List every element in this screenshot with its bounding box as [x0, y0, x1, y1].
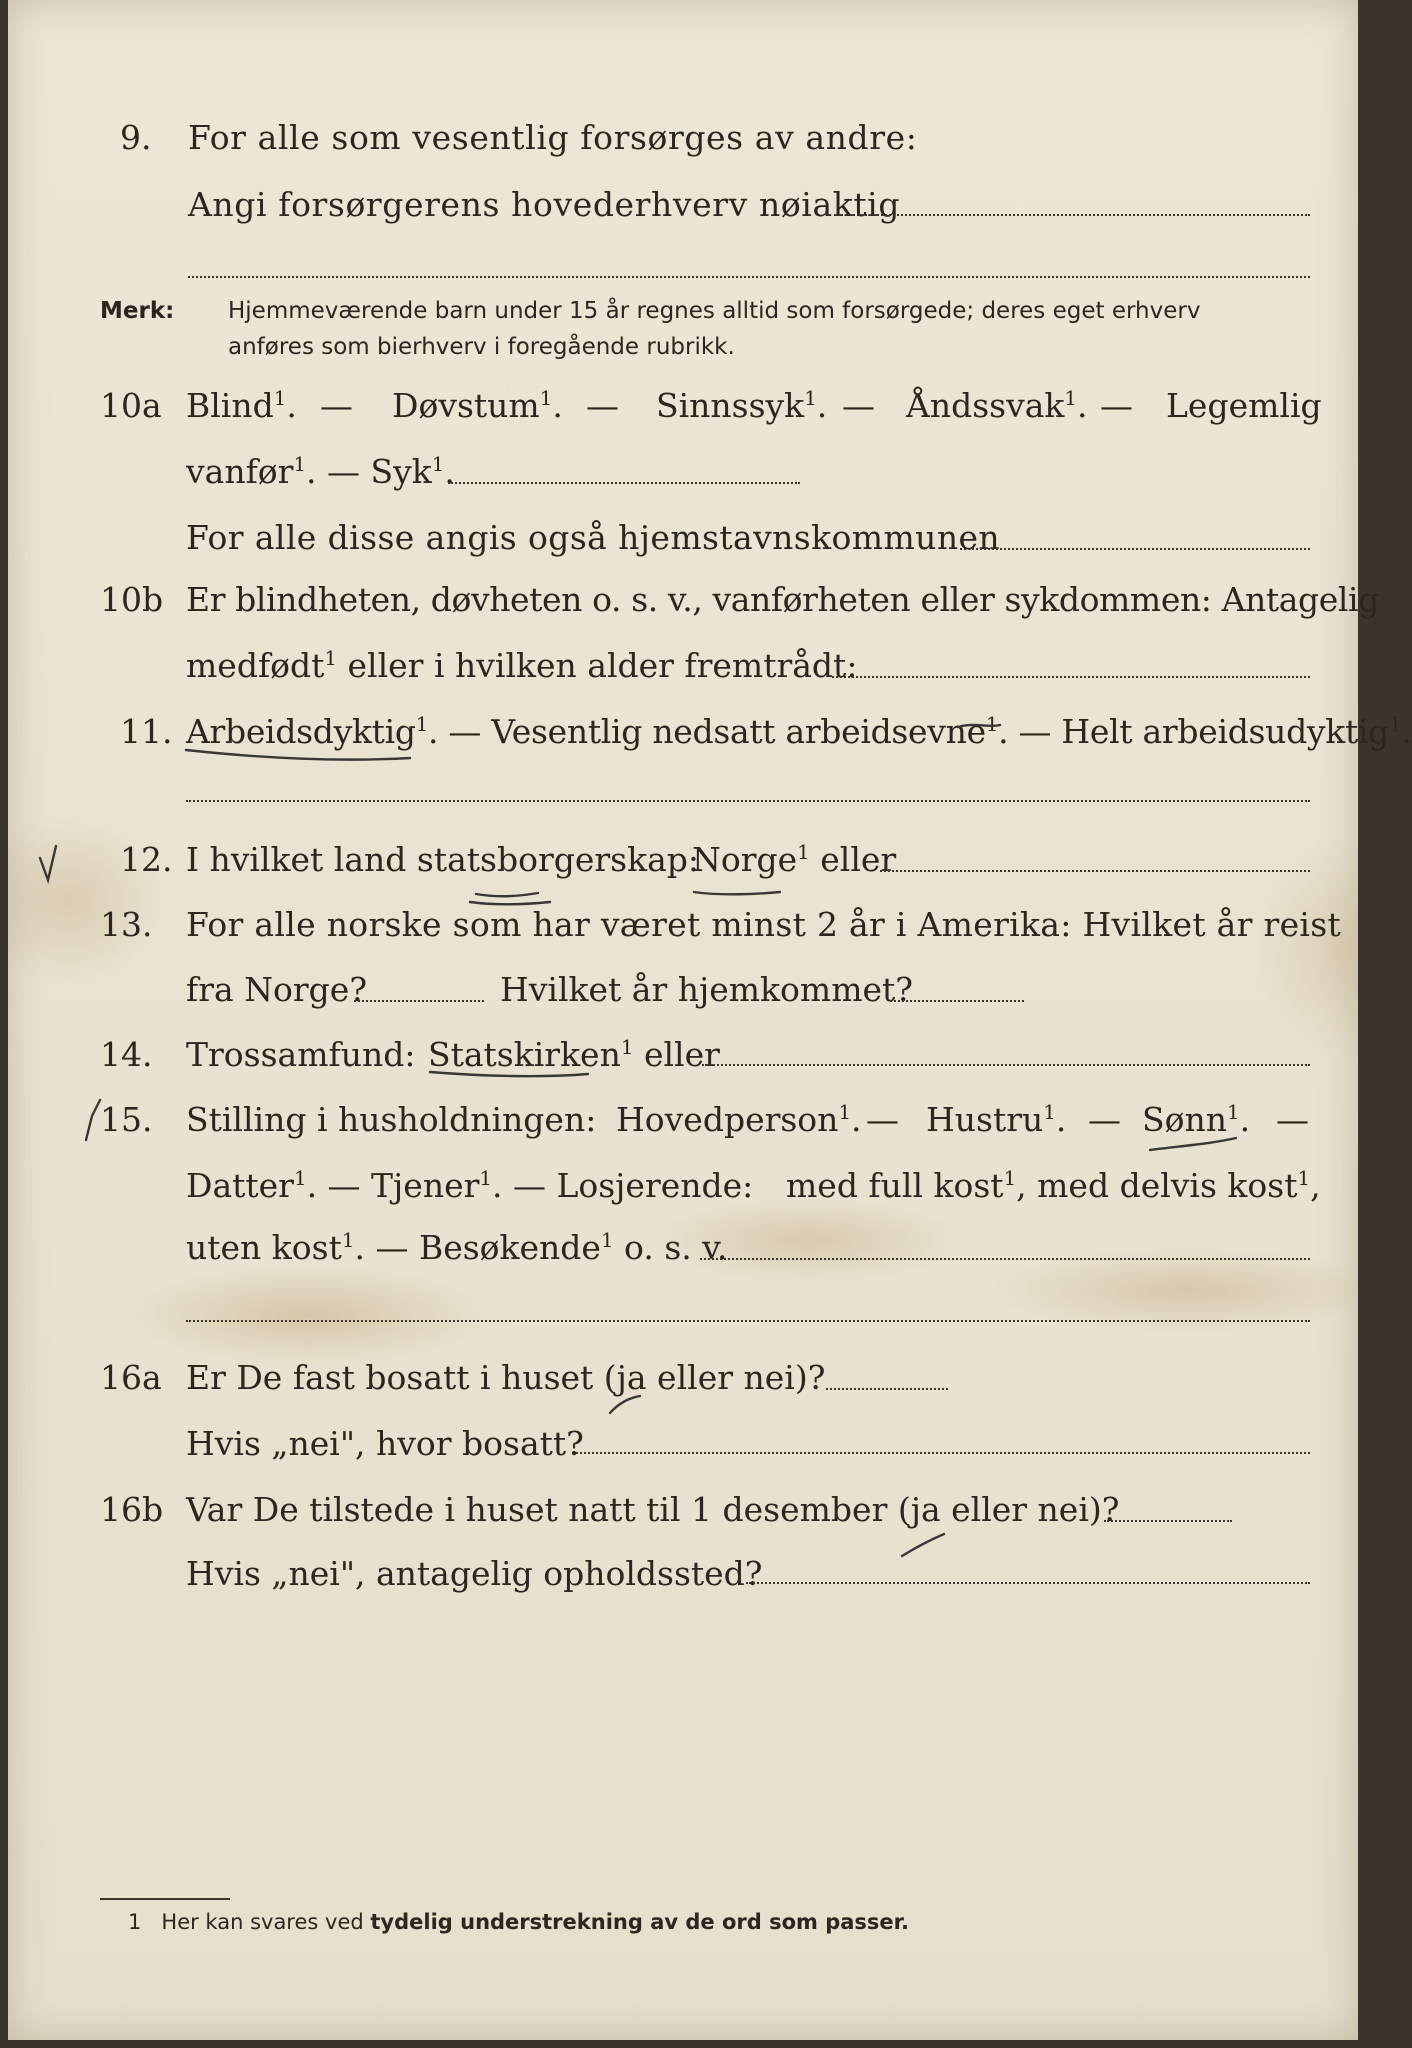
item-10a-opt-blind: Blind$^1$.: [186, 386, 297, 425]
item-13-hjemkommet-line[interactable]: [890, 1000, 1024, 1002]
item-10a-number: 10a: [100, 386, 162, 425]
item-15-dash-3: —: [1276, 1100, 1309, 1139]
item-9-answer-line[interactable]: [838, 214, 1310, 216]
footnote-rule: [100, 1898, 230, 1900]
item-10a-dash-2: —: [586, 386, 619, 425]
item-10a-hjemstavn-line[interactable]: [960, 548, 1310, 550]
item-16b-number: 16b: [100, 1490, 164, 1529]
footnote: [128, 1910, 909, 1934]
item-16a-line1: Er De fast bosatt i huset (ja eller nei)?: [186, 1358, 826, 1397]
item-16a-line2: Hvis „nei", hvor bosatt?: [186, 1424, 584, 1463]
item-10a-dash-4: —: [1100, 386, 1133, 425]
merk-label: Merk:: [100, 298, 175, 324]
item-10a-opt-sinnssyk: Sinnssyk$^1$.: [656, 386, 828, 425]
item-10a-dash-3: —: [842, 386, 875, 425]
item-10a-opt-andssvak: Åndssvak$^1$.: [906, 386, 1088, 425]
item-10a-dash-1: —: [320, 386, 353, 425]
item-15-dash-2: —: [1088, 1100, 1121, 1139]
merk-line2: anføres som bierhverv i foregående rubrikk.: [228, 334, 735, 360]
item-12-norge: Norge$^1$ eller: [692, 840, 897, 879]
item-10b-number: 10b: [100, 580, 164, 619]
item-13-number: 13.: [100, 905, 153, 944]
item-13-fra-norge: fra Norge?: [186, 970, 368, 1009]
item-13-hjemkommet: Hvilket år hjemkommet?: [500, 970, 913, 1009]
item-13-line1: For alle norske som har været minst 2 år i Amerika: Hvilket år reist: [186, 905, 1342, 944]
item-15-datter: Datter$^1$. — Tjener$^1$. — Losjerende:: [186, 1166, 754, 1205]
item-9-line1: For alle som vesentlig forsørges av andre:: [188, 118, 918, 157]
item-16a-answer-line[interactable]: [826, 1388, 948, 1390]
item-15-hovedperson: Hovedperson$^1$.: [616, 1100, 862, 1139]
item-13-reist-line[interactable]: [354, 1000, 484, 1002]
item-12-number: 12.: [120, 840, 173, 879]
item-10b-answer-line[interactable]: [832, 676, 1310, 678]
item-14-trossamfund: Trossamfund:: [186, 1035, 416, 1074]
item-14-statskirken: Statskirken$^1$ eller: [428, 1035, 720, 1074]
item-16b-opholdssted-line[interactable]: [746, 1582, 1310, 1584]
item-10a-answer-line[interactable]: [448, 482, 800, 484]
item-10a-opt-legemlig: Legemlig: [1166, 386, 1322, 425]
item-12-answer-line[interactable]: [880, 870, 1310, 872]
item-15-number: 15.: [100, 1100, 153, 1139]
item-15-kost: med full kost$^1$, med delvis kost$^1$,: [786, 1166, 1321, 1205]
item-11-number: 11.: [120, 712, 173, 751]
item-15-answer-line-2[interactable]: [186, 1320, 1310, 1322]
item-15-uten-kost: uten kost$^1$. — Besøkende$^1$ o. s. v.: [186, 1228, 728, 1267]
item-9-answer-line-2[interactable]: [188, 276, 1310, 278]
item-11-line: Arbeidsdyktig$^1$. — Vesentlig nedsatt arbeidsevne$^1$. — Helt arbeidsudyktig$^1$.: [186, 712, 1412, 751]
item-14-number: 14.: [100, 1035, 153, 1074]
footnote-text-a: Her kan svares ved: [161, 1910, 371, 1934]
item-15-hustru: Hustru$^1$.: [926, 1100, 1067, 1139]
item-16b-line2: Hvis „nei", antagelig opholdssted?: [186, 1554, 763, 1593]
item-9-number: 9.: [120, 118, 152, 157]
item-16b-answer-line[interactable]: [1104, 1520, 1232, 1522]
item-15-dash-1: —: [866, 1100, 899, 1139]
merk-line1: Hjemmeværende barn under 15 år regnes alltid som forsørgede; deres eget erhverv: [228, 298, 1201, 324]
item-9-line2: Angi forsørgerens hovederhverv nøiaktig: [188, 185, 901, 224]
item-11-answer-line[interactable]: [186, 800, 1310, 802]
item-15-stilling: Stilling i husholdningen:: [186, 1100, 597, 1139]
item-16a-number: 16a: [100, 1358, 162, 1397]
item-10a-opt-dovstum: Døvstum$^1$.: [392, 386, 563, 425]
item-12-question: I hvilket land statsborgerskap:: [186, 840, 700, 879]
item-10a-vanfor: vanfør$^1$. — Syk$^1$.: [186, 452, 455, 491]
footnote-text-b: tydelig understrekning av de ord som passer.: [370, 1910, 909, 1934]
item-10a-line3: For alle disse angis også hjemstavnskommunen: [186, 518, 1001, 557]
item-15-sonn: Sønn$^1$.: [1142, 1100, 1251, 1139]
item-16b-line1: Var De tilstede i huset natt til 1 desember (ja eller nei)?: [186, 1490, 1120, 1529]
item-14-answer-line[interactable]: [702, 1064, 1310, 1066]
footnote-mark: 1: [128, 1910, 142, 1934]
item-10b-line2: medfødt$^1$ eller i hvilken alder fremtrådt:: [186, 646, 858, 685]
item-15-answer-line[interactable]: [700, 1258, 1310, 1260]
item-10b-line1: Er blindheten, døvheten o. s. v., vanførheten eller sykdommen: Antagelig: [186, 580, 1379, 619]
item-16a-bosatt-line[interactable]: [576, 1452, 1310, 1454]
